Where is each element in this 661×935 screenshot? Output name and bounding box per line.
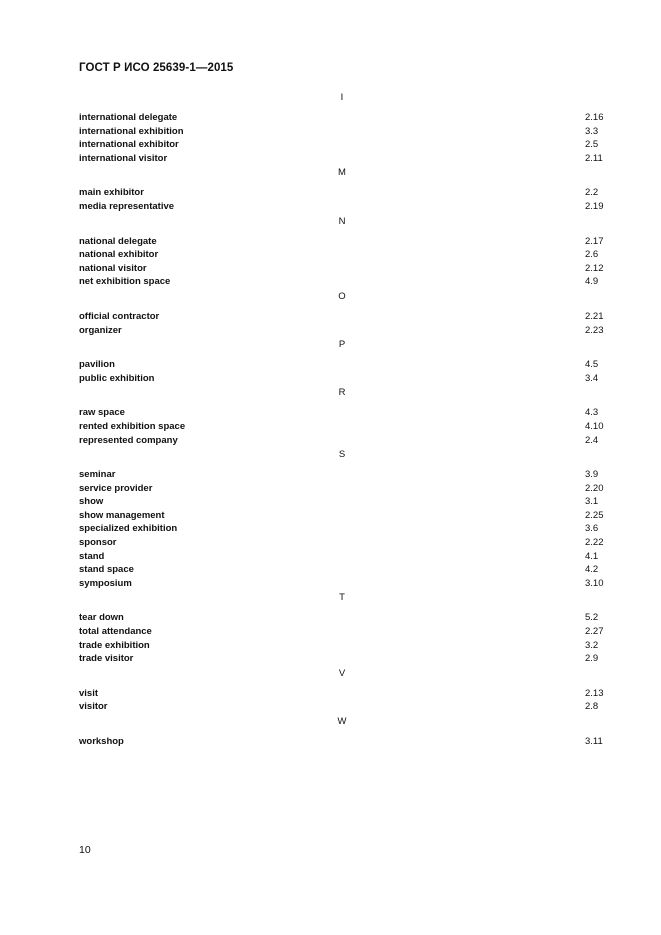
index-entry xyxy=(79,625,605,639)
index-term: show management xyxy=(79,509,165,521)
index-reference: 2.8 xyxy=(585,701,599,713)
index-term: trade visitor xyxy=(79,653,134,665)
index-section-letter: M xyxy=(338,167,346,179)
index-term: sponsor xyxy=(79,537,117,549)
index-term: national visitor xyxy=(79,262,147,274)
index-entry xyxy=(79,434,605,448)
index-entry xyxy=(79,639,605,653)
index-entry xyxy=(79,611,605,625)
index-section-letter: T xyxy=(339,592,345,604)
index-reference: 2.16 xyxy=(585,112,604,123)
index-entry xyxy=(79,522,605,536)
index-entry xyxy=(79,310,605,324)
index-section-letter: I xyxy=(340,92,344,103)
index-reference: 4.10 xyxy=(585,420,604,432)
index-entry xyxy=(79,420,605,434)
index-entry xyxy=(79,235,605,249)
index-entry xyxy=(79,275,605,289)
index-term: international delegate xyxy=(79,112,178,123)
alphabetical-index xyxy=(79,90,605,749)
index-section-letter: P xyxy=(338,339,346,351)
index-entry xyxy=(79,577,605,591)
index-section-letter: O xyxy=(338,290,346,302)
index-section-letter: N xyxy=(338,215,346,227)
index-term: main exhibitor xyxy=(79,187,144,199)
index-term: pavilion xyxy=(79,359,115,371)
index-entry xyxy=(79,358,605,372)
index-entry xyxy=(79,563,605,577)
index-term: symposium xyxy=(79,577,132,589)
index-term: show xyxy=(79,496,104,508)
index-term: international exhibitor xyxy=(79,139,179,151)
index-entry xyxy=(79,735,605,749)
index-section-letter: R xyxy=(338,387,346,399)
index-reference: 3.10 xyxy=(585,577,604,589)
index-reference: 2.17 xyxy=(585,235,604,247)
index-entry xyxy=(79,509,605,523)
index-entry xyxy=(79,324,605,338)
index-term: national exhibitor xyxy=(79,249,159,261)
index-term: visitor xyxy=(79,701,108,713)
index-term: visit xyxy=(79,687,99,699)
index-reference: 2.21 xyxy=(585,310,604,322)
index-reference: 3.11 xyxy=(585,736,603,747)
index-reference: 3.9 xyxy=(585,469,599,481)
index-entry xyxy=(79,687,605,701)
index-reference: 4.3 xyxy=(585,407,599,419)
index-reference: 4.1 xyxy=(585,550,599,562)
index-reference: 5.2 xyxy=(585,612,599,624)
index-term: public exhibition xyxy=(79,372,155,384)
index-entry xyxy=(79,138,605,152)
index-term: seminar xyxy=(79,469,116,481)
index-reference: 2.23 xyxy=(585,324,604,336)
index-term: represented company xyxy=(79,434,178,446)
index-reference: 4.9 xyxy=(585,276,599,288)
index-entry xyxy=(79,482,605,496)
index-entry xyxy=(79,372,605,386)
index-reference: 2.25 xyxy=(585,509,604,521)
index-reference: 2.4 xyxy=(585,434,599,446)
index-entry xyxy=(79,468,605,482)
index-term: service provider xyxy=(79,482,153,494)
index-term: organizer xyxy=(79,324,122,336)
index-reference: 2.11 xyxy=(585,152,603,164)
index-entry xyxy=(79,200,605,214)
document-header: ГОСТ Р ИСО 25639-1—2015 xyxy=(79,62,234,74)
index-entry xyxy=(79,111,605,125)
index-entry xyxy=(79,186,605,200)
index-term: specialized exhibition xyxy=(79,523,178,535)
index-entry xyxy=(79,536,605,550)
index-term: net exhibition space xyxy=(79,276,171,288)
index-term: workshop xyxy=(79,736,124,747)
index-term: trade exhibition xyxy=(79,639,150,651)
index-reference: 2.19 xyxy=(585,200,604,212)
index-term: stand xyxy=(79,550,105,562)
index-entry xyxy=(79,262,605,276)
index-entry xyxy=(79,152,605,166)
index-entry xyxy=(79,248,605,262)
index-reference: 2.20 xyxy=(585,482,604,494)
index-entry xyxy=(79,406,605,420)
index-reference: 2.12 xyxy=(585,262,604,274)
index-entry xyxy=(79,125,605,139)
index-section-letter: W xyxy=(337,716,347,727)
index-reference: 2.6 xyxy=(585,249,599,261)
index-reference: 4.5 xyxy=(585,359,599,371)
index-term: tear down xyxy=(79,612,124,624)
index-reference: 4.2 xyxy=(585,564,599,576)
index-entry xyxy=(79,652,605,666)
index-reference: 3.3 xyxy=(585,125,599,137)
index-term: media representative xyxy=(79,200,175,212)
index-entry xyxy=(79,550,605,564)
index-term: stand space xyxy=(79,564,134,576)
index-reference: 2.9 xyxy=(585,653,599,665)
index-entry xyxy=(79,495,605,509)
index-reference: 3.6 xyxy=(585,523,599,535)
index-section-letter: V xyxy=(338,667,346,679)
index-section-letter: S xyxy=(338,449,346,461)
index-term: international exhibition xyxy=(79,125,184,137)
index-term: official contractor xyxy=(79,310,160,322)
index-term: total attendance xyxy=(79,626,152,638)
index-reference: 2.2 xyxy=(585,187,599,199)
index-reference: 2.13 xyxy=(585,687,604,699)
index-reference: 2.27 xyxy=(585,626,604,638)
index-term: raw space xyxy=(79,407,125,419)
index-term: rented exhibition space xyxy=(79,420,186,432)
index-reference: 3.4 xyxy=(585,372,599,384)
index-reference: 2.22 xyxy=(585,537,604,549)
page-number: 10 xyxy=(79,844,91,856)
index-entry xyxy=(79,700,605,714)
index-reference: 3.2 xyxy=(585,639,599,651)
index-term: international visitor xyxy=(79,152,168,164)
index-reference: 2.5 xyxy=(585,139,599,151)
index-reference: 3.1 xyxy=(585,496,599,508)
index-term: national delegate xyxy=(79,235,157,247)
